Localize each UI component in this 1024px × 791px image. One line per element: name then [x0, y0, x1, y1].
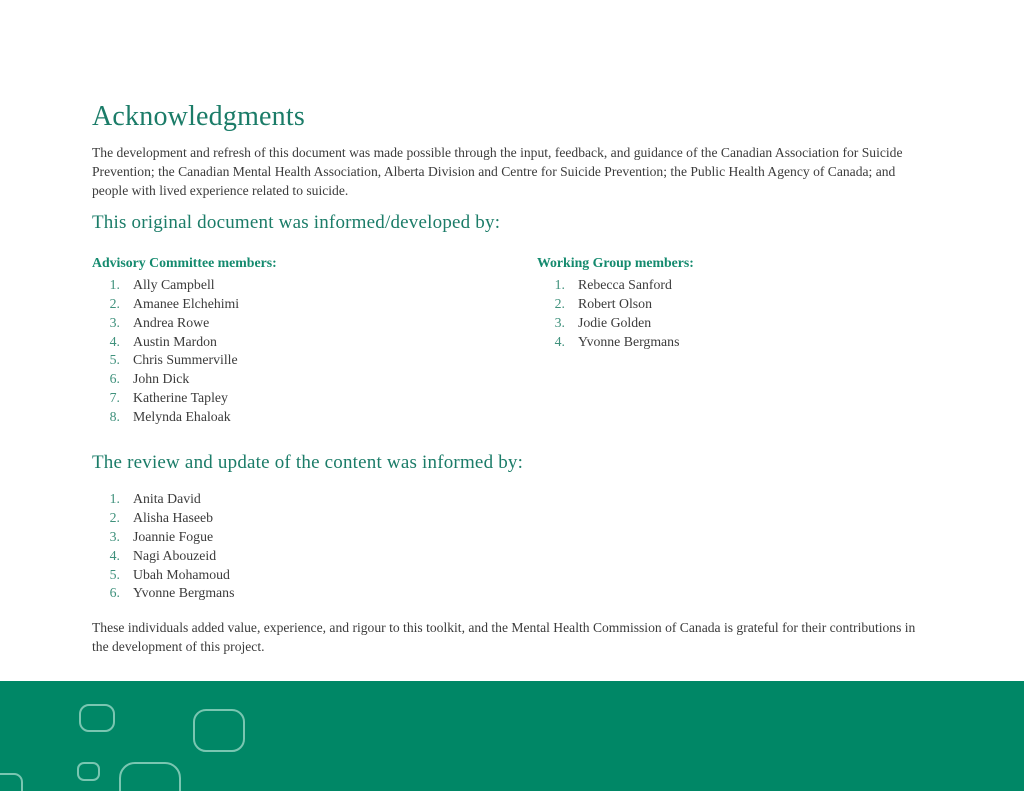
list-item-number: 1.	[109, 491, 120, 507]
section-heading-review-update: The review and update of the content was informed by:	[92, 451, 524, 473]
list-item-name: Ally Campbell	[133, 277, 215, 293]
list-item-name: John Dick	[133, 371, 190, 387]
list-item-number: 3.	[109, 528, 120, 544]
intro-paragraph: The development and refresh of this document was made possible through the input, feedback, and guidance of the Canadian Association for Suicide Prevention; the Canadian Mental Health Association, Alberta Division and Centre for Suicide Prevention; the Public Health Agency of Canada; and people with lived experience related to suicide.	[92, 145, 903, 199]
list-item-name: Robert Olson	[578, 295, 652, 311]
list-item-name: Alisha Haseeb	[133, 510, 214, 526]
list-item	[102, 295, 537, 314]
list-item-name: Austin Mardon	[133, 333, 217, 349]
list-item-number: 6.	[109, 371, 120, 387]
list-item-name: Chris Summerville	[133, 352, 238, 368]
deco-rounded-square	[193, 709, 245, 752]
advisory-committee-heading: Advisory Committee members:	[92, 255, 277, 271]
list-item	[547, 276, 932, 295]
list-item	[102, 351, 537, 370]
list-item-number: 4.	[554, 333, 565, 349]
list-item-number: 2.	[554, 295, 565, 311]
list-item-name: Yvonne Bergmans	[133, 585, 235, 601]
list-item-name: Anita David	[133, 491, 201, 507]
list-item-number: 2.	[109, 510, 120, 526]
list-item	[102, 584, 932, 603]
working-group-heading: Working Group members:	[537, 255, 694, 271]
list-item	[102, 276, 537, 295]
list-item	[102, 547, 932, 566]
deco-rounded-square	[79, 704, 115, 732]
list-item	[102, 566, 932, 585]
list-item-number: 3.	[109, 314, 120, 330]
list-item	[102, 370, 537, 389]
advisory-committee-list	[92, 276, 537, 426]
page-content	[92, 101, 932, 656]
list-item-name: Ubah Mohamoud	[133, 566, 230, 582]
list-item-name: Amanee Elchehimi	[133, 295, 240, 311]
list-item-number: 5.	[109, 352, 120, 368]
deco-rounded-square	[119, 762, 181, 791]
list-item-name: Yvonne Bergmans	[578, 333, 680, 349]
list-item-name: Jodie Golden	[578, 314, 652, 330]
list-item-name: Katherine Tapley	[133, 389, 228, 405]
advisory-committee-column	[92, 254, 537, 426]
list-item-number: 1.	[554, 277, 565, 293]
list-item-number: 4.	[109, 333, 120, 349]
outro-paragraph: These individuals added value, experience, and rigour to this toolkit, and the Mental Health Commission of Canada is grateful for their contributions in the development of this project.	[92, 620, 916, 655]
section-heading-original-document: This original document was informed/developed by:	[92, 212, 501, 234]
list-item	[102, 389, 537, 408]
list-item-name: Rebecca Sanford	[578, 277, 672, 293]
list-item	[102, 314, 537, 333]
list-item-number: 1.	[109, 277, 120, 293]
list-item	[547, 295, 932, 314]
footer-band	[0, 681, 1024, 791]
page-title: Acknowledgments	[92, 101, 305, 132]
list-item-number: 4.	[109, 547, 120, 563]
list-item	[102, 333, 537, 352]
list-item-name: Nagi Abouzeid	[133, 547, 217, 563]
list-item	[102, 528, 932, 547]
list-item-number: 7.	[109, 389, 120, 405]
list-item	[547, 333, 932, 352]
review-contributors-list	[92, 490, 932, 603]
list-item	[547, 314, 932, 333]
working-group-list	[537, 276, 932, 351]
deco-rounded-square	[77, 762, 100, 781]
members-columns	[92, 254, 932, 426]
deco-rounded-square	[0, 773, 23, 791]
list-item-number: 3.	[554, 314, 565, 330]
list-item	[102, 509, 932, 528]
list-item-number: 6.	[109, 585, 120, 601]
list-item-number: 8.	[109, 408, 120, 424]
list-item-number: 2.	[109, 295, 120, 311]
list-item	[102, 408, 537, 427]
list-item-name: Melynda Ehaloak	[133, 408, 231, 424]
list-item	[102, 490, 932, 509]
list-item-name: Joannie Fogue	[133, 528, 214, 544]
working-group-column	[537, 254, 932, 426]
list-item-number: 5.	[109, 566, 120, 582]
list-item-name: Andrea Rowe	[133, 314, 210, 330]
